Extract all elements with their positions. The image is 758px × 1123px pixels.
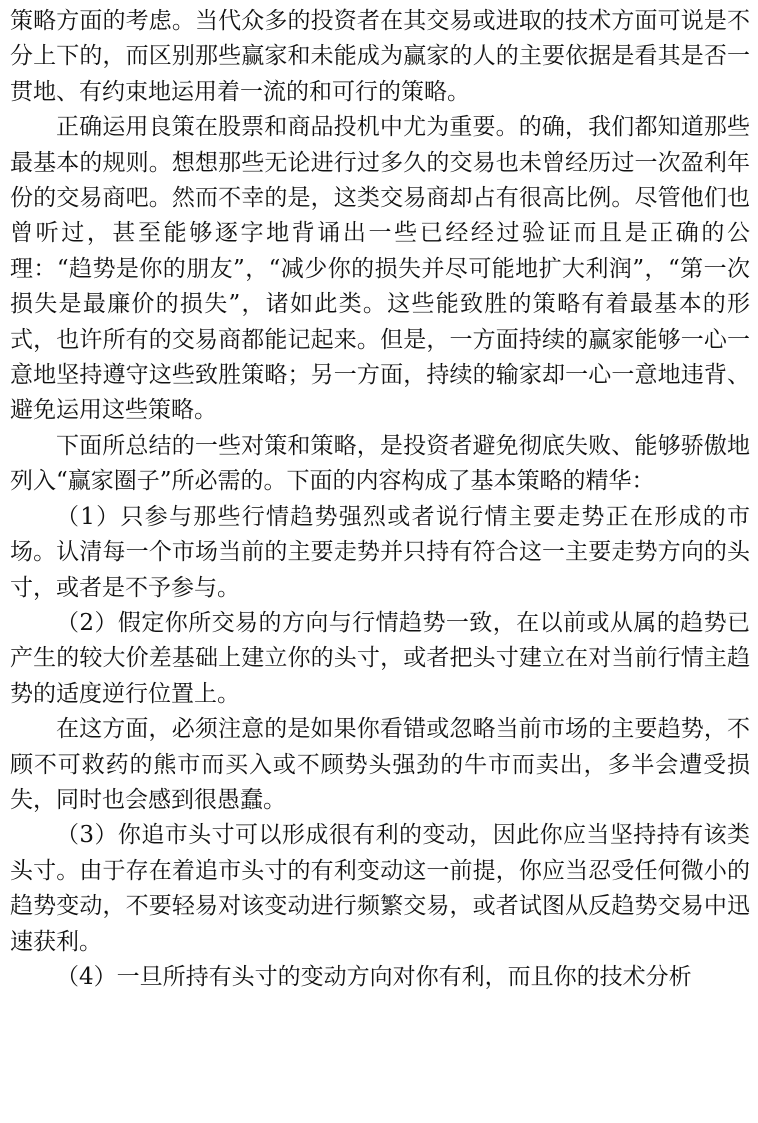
paragraph: 正确运用良策在股票和商品投机中尤为重要。的确，我们都知道那些最基本的规则。想想那些无论进行过多久的交易也未曾经历过一次盈利年份的交易商吧。然而不幸的是，这类交易商却占有很高比例。尽管他们也曾听过，甚至能够逐字地背诵出一些已经经过验证而且是正确的公理：“趋势是你的朋友”，“减少你的损失并尽可能地扩大利润”，“第一次损失是最廉价的损失”，诸如此类。这些能致胜的策略有着最基本的形式，也许所有的交易商都能记起来。但是，一方面持续的赢家能够一心一意地坚持遵守这些致胜策略；另一方面，持续的输家却一心一意地违背、避免运用这些策略。 (10, 114, 750, 424)
paragraph: 在这方面，必须注意的是如果你看错或忽略当前市场的主要趋势，不顾不可救药的熊市而买入或不顾势头强劲的牛市而卖出，多半会遭受损失，同时也会感到很愚蠢。 (10, 716, 750, 813)
paragraph-rule-1: （1）只参与那些行情趋势强烈或者说行情主要走势正在形成的市场。认清每一个市场当前的主要走势并只持有符合这一主要走势方向的头寸，或者是不予参与。 (10, 503, 750, 601)
paragraph: 策略方面的考虑。当代众多的投资者在其交易或进取的技术方面可说是不分上下的，而区别那些赢家和未能成为赢家的人的主要依据是看其是否一贯地、有约束地运用着一流的和可行的策略。 (10, 8, 750, 105)
paragraph-rule-2: （2）假定你所交易的方向与行情趋势一致，在以前或从属的趋势已产生的较大价差基础上建立你的头寸，或者把头寸建立在对当前行情主趋势的适度逆行位置上。 (10, 609, 750, 707)
paragraph: 下面所总结的一些对策和策略，是投资者避免彻底失败、能够骄傲地列入“赢家圈子”所必需的。下面的内容构成了基本策略的精华： (10, 432, 750, 495)
paragraph-rule-3: （3）你追市头寸可以形成很有利的变动，因此你应当坚持持有该类头寸。由于存在着追市头寸的有利变动这一前提，你应当忍受任何微小的趋势变动，不要轻易对该变动进行频繁交易，或者试图从反趋势交易中迅速获利。 (10, 822, 750, 955)
paragraph-rule-4: （4）一旦所持有头寸的变动方向对你有利，而且你的技术分析 (56, 963, 692, 990)
